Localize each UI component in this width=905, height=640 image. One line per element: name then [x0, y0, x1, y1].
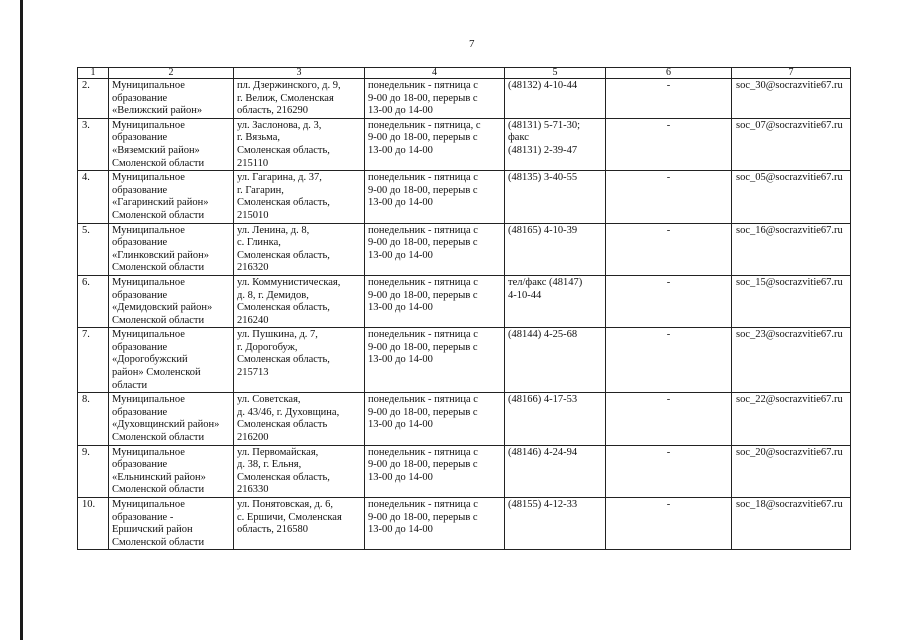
working-hours-cell: понедельник - пятница, с 9-00 до 18-00, перерыв с 13-00 до 14-00: [365, 118, 505, 170]
working-hours-cell: понедельник - пятница с 9-00 до 18-00, перерыв с 13-00 до 14-00: [365, 393, 505, 445]
address-cell: ул. Заслонова, д. 3, г. Вязьма, Смоленская область, 215110: [234, 118, 365, 170]
table-row: [78, 498, 851, 550]
header-cell: 4: [365, 68, 505, 79]
row-number-cell: 7.: [78, 328, 109, 393]
table-row: [78, 118, 851, 170]
email-cell: soc_16@socrazvitie67.ru: [732, 223, 851, 275]
row-number-cell: 4.: [78, 171, 109, 223]
address-cell: ул. Ленина, д. 8, с. Глинка, Смоленская область, 216320: [234, 223, 365, 275]
email-cell: soc_22@socrazvitie67.ru: [732, 393, 851, 445]
column-6-value-cell: -: [606, 275, 732, 327]
header-cell: 6: [606, 68, 732, 79]
phone-cell: (48131) 5-71-30; факс (48131) 2-39-47: [505, 118, 606, 170]
working-hours-cell: понедельник - пятница с 9-00 до 18-00, перерыв с 13-00 до 14-00: [365, 275, 505, 327]
phone-cell: (48132) 4-10-44: [505, 79, 606, 119]
address-cell: ул. Понятовская, д. 6, с. Ершичи, Смоленская область, 216580: [234, 498, 365, 550]
row-number-cell: 2.: [78, 79, 109, 119]
email-cell: soc_30@socrazvitie67.ru: [732, 79, 851, 119]
email-cell: soc_05@socrazvitie67.ru: [732, 171, 851, 223]
working-hours-cell: понедельник - пятница с 9-00 до 18-00, перерыв с 13-00 до 14-00: [365, 223, 505, 275]
address-cell: ул. Гагарина, д. 37, г. Гагарин, Смоленская область, 215010: [234, 171, 365, 223]
municipality-name-cell: Муниципальное образование «Глинковский район» Смоленской области: [109, 223, 234, 275]
working-hours-cell: понедельник - пятница с 9-00 до 18-00, перерыв с 13-00 до 14-00: [365, 498, 505, 550]
email-cell: soc_18@socrazvitie67.ru: [732, 498, 851, 550]
row-number-cell: 3.: [78, 118, 109, 170]
header-cell: 5: [505, 68, 606, 79]
page-number: 7: [469, 38, 475, 50]
column-6-value-cell: -: [606, 498, 732, 550]
address-cell: пл. Дзержинского, д. 9, г. Велиж, Смоленская область, 216290: [234, 79, 365, 119]
municipality-name-cell: Муниципальное образование «Духовщинский район» Смоленской области: [109, 393, 234, 445]
phone-cell: (48165) 4-10-39: [505, 223, 606, 275]
working-hours-cell: понедельник - пятница с 9-00 до 18-00, перерыв с 13-00 до 14-00: [365, 171, 505, 223]
column-6-value-cell: -: [606, 445, 732, 497]
table-row: [78, 223, 851, 275]
working-hours-cell: понедельник - пятница с 9-00 до 18-00, перерыв с 13-00 до 14-00: [365, 79, 505, 119]
municipality-name-cell: Муниципальное образование «Вяземский район» Смоленской области: [109, 118, 234, 170]
municipality-name-cell: Муниципальное образование - Ершичский район Смоленской области: [109, 498, 234, 550]
header-cell: 3: [234, 68, 365, 79]
column-6-value-cell: -: [606, 79, 732, 119]
municipality-name-cell: Муниципальное образование «Гагаринский район» Смоленской области: [109, 171, 234, 223]
table-header-row: [78, 68, 851, 79]
phone-cell: (48135) 3-40-55: [505, 171, 606, 223]
header-cell: 2: [109, 68, 234, 79]
table-row: [78, 445, 851, 497]
municipality-name-cell: Муниципальное образование «Велижский район»: [109, 79, 234, 119]
row-number-cell: 9.: [78, 445, 109, 497]
row-number-cell: 6.: [78, 275, 109, 327]
header-cell: 7: [732, 68, 851, 79]
municipality-name-cell: Муниципальное образование «Ельнинский район» Смоленской области: [109, 445, 234, 497]
phone-cell: (48144) 4-25-68: [505, 328, 606, 393]
email-cell: soc_07@socrazvitie67.ru: [732, 118, 851, 170]
email-cell: soc_23@socrazvitie67.ru: [732, 328, 851, 393]
working-hours-cell: понедельник - пятница с 9-00 до 18-00, перерыв с 13-00 до 14-00: [365, 328, 505, 393]
contacts-table: [77, 67, 851, 550]
table-row: [78, 171, 851, 223]
municipality-name-cell: Муниципальное образование «Дорогобужский район» Смоленской области: [109, 328, 234, 393]
address-cell: ул. Советская, д. 43/46, г. Духовщина, Смоленская область 216200: [234, 393, 365, 445]
table-row: [78, 393, 851, 445]
phone-cell: (48166) 4-17-53: [505, 393, 606, 445]
address-cell: ул. Коммунистическая, д. 8, г. Демидов, Смоленская область, 216240: [234, 275, 365, 327]
email-cell: soc_20@socrazvitie67.ru: [732, 445, 851, 497]
working-hours-cell: понедельник - пятница с 9-00 до 18-00, перерыв с 13-00 до 14-00: [365, 445, 505, 497]
table-row: [78, 328, 851, 393]
column-6-value-cell: -: [606, 223, 732, 275]
address-cell: ул. Первомайская, д. 38, г. Ельня, Смоленская область, 216330: [234, 445, 365, 497]
header-cell: 1: [78, 68, 109, 79]
row-number-cell: 10.: [78, 498, 109, 550]
phone-cell: (48155) 4-12-33: [505, 498, 606, 550]
page-margin-line: [20, 0, 23, 640]
municipality-name-cell: Муниципальное образование «Демидовский район» Смоленской области: [109, 275, 234, 327]
row-number-cell: 5.: [78, 223, 109, 275]
address-cell: ул. Пушкина, д. 7, г. Дорогобуж, Смоленская область, 215713: [234, 328, 365, 393]
row-number-cell: 8.: [78, 393, 109, 445]
phone-cell: (48146) 4-24-94: [505, 445, 606, 497]
email-cell: soc_15@socrazvitie67.ru: [732, 275, 851, 327]
column-6-value-cell: -: [606, 328, 732, 393]
column-6-value-cell: -: [606, 171, 732, 223]
column-6-value-cell: -: [606, 393, 732, 445]
table-row: [78, 79, 851, 119]
phone-cell: тел/факс (48147) 4-10-44: [505, 275, 606, 327]
column-6-value-cell: -: [606, 118, 732, 170]
table-row: [78, 275, 851, 327]
